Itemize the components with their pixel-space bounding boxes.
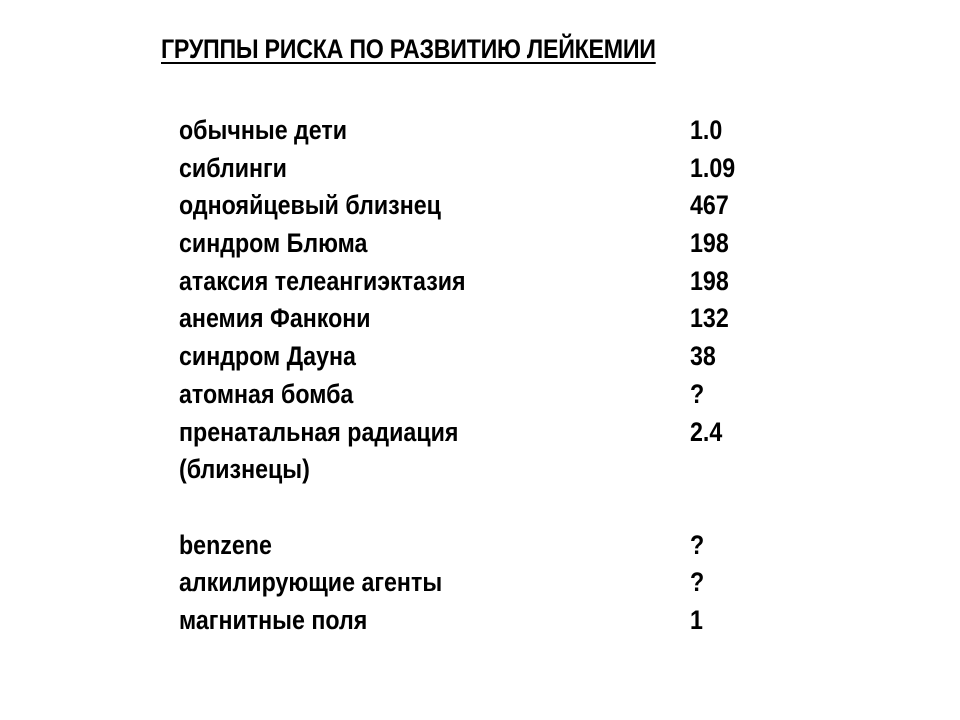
- row-value: ?: [690, 529, 705, 560]
- table-row: [179, 564, 779, 602]
- table-row: [179, 263, 779, 301]
- row-value: 38: [690, 341, 716, 372]
- risk-table: [179, 112, 779, 640]
- row-value: ?: [690, 378, 705, 409]
- row-value: 467: [690, 190, 729, 221]
- row-label: однояйцевый близнец: [179, 190, 441, 221]
- table-row: [179, 451, 779, 489]
- row-label: анемия Фанкони: [179, 303, 371, 334]
- row-value: 198: [690, 265, 729, 296]
- row-value: 198: [690, 228, 729, 259]
- table-row: [179, 225, 779, 263]
- table-row: [179, 602, 779, 640]
- row-label: сиблинги: [179, 152, 287, 183]
- row-label: benzene: [179, 529, 272, 560]
- slide-title: ГРУППЫ РИСКА ПО РАЗВИТИЮ ЛЕЙКЕМИИ: [161, 34, 656, 64]
- table-row: [179, 150, 779, 188]
- row-label: магнитные поля: [179, 604, 368, 635]
- row-label: пренатальная радиация: [179, 416, 459, 447]
- row-label: обычные дети: [179, 115, 348, 145]
- row-label: атаксия телеангиэктазия: [179, 265, 466, 296]
- table-row: [179, 376, 779, 414]
- row-value: 2.4: [690, 416, 723, 447]
- row-label: синдром Дауна: [179, 341, 356, 372]
- table-row: [179, 112, 779, 150]
- row-value: ?: [690, 567, 705, 598]
- table-row: [179, 527, 779, 565]
- table-row: [179, 338, 779, 376]
- table-row: [179, 414, 779, 452]
- row-value: 1.0: [690, 115, 723, 145]
- table-row: [179, 187, 779, 225]
- row-label: атомная бомба: [179, 378, 354, 409]
- row-label: алкилирующие агенты: [179, 567, 443, 598]
- row-label: синдром Блюма: [179, 228, 368, 259]
- row-spacer: [179, 489, 779, 527]
- row-label: (близнецы): [179, 454, 310, 485]
- table-row: [179, 300, 779, 338]
- row-value: 132: [690, 303, 729, 334]
- row-value: 1: [690, 604, 703, 635]
- row-value: 1.09: [690, 152, 736, 183]
